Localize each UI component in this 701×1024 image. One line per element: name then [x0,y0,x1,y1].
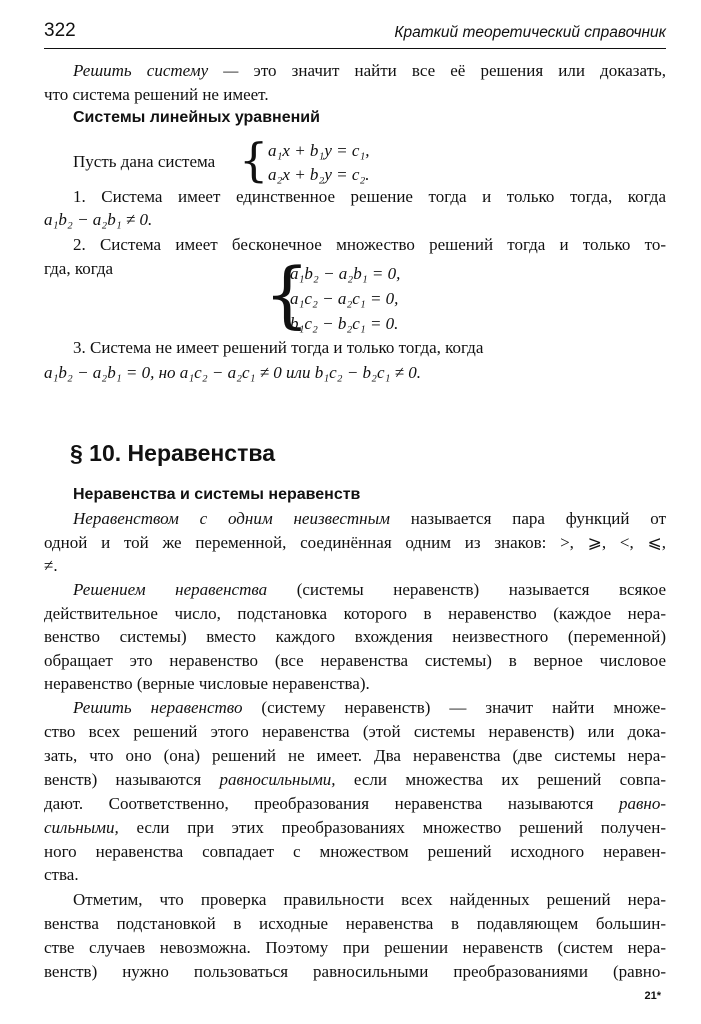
para1-line-2: одной и той же переменной, соединённая одним из знаков: >, ⩾, <, ⩽, [44,533,666,552]
left-brace-icon: { [239,133,269,187]
para3-line-7: ного неравенства совпадает с множеством решений исходного нерaвен- [44,842,666,861]
para3-line-3: зать, что оно (она) решений не имеет. Два неравенства (две системы нера- [44,746,666,765]
item-3-condition: a₁b₂ − a₂b₁ = 0, но a₁c₂ − a₂c₁ ≠ 0 или b₁c₂ − b₂c₁ ≠ 0. [44,363,421,382]
page-number: 322 [44,20,76,41]
para3-line-5: дают. Соответственно, преобразования неравенства называются равно- [44,794,666,813]
condition-equation-3: b₁c₂ − b₂c₁ = 0. [290,314,399,333]
left-brace-icon: { [264,252,310,336]
para4-line-4: венств) нужно пользоваться равносильными преобразованиями (равно- [44,962,666,981]
signature-mark: 21* [644,990,661,1002]
system-equation-1: a₁x + b₁y = c₁, [268,141,370,160]
para2-line-2: действительное число, подстановка которого в неравенство (каждое нера- [44,604,666,623]
para4-line-2: венства подстановкой в исходные неравенства в подавляющем большин- [44,914,666,933]
linear-systems-heading: Системы линейных уравнений [73,109,320,126]
page-header [44,18,666,49]
para2-line-1: Решением неравенства (системы неравенств) называется всякое [73,580,666,599]
para3-line-4: венств) называются равносильными, если множества их решений совпа- [44,770,666,789]
system-equation-2: a₂x + b₂y = c₂. [268,165,370,184]
para4-line-3: стве случаев невозможна. Поэтому при решении неравенств (систем нера- [44,938,666,957]
para1-line-1: Неравенством с одним неизвестным называется пара функций от [73,509,666,528]
intro-line-1: Решить систему — это значит найти все её решения или доказать, [73,61,666,80]
item-1-condition: a₁b₂ − a₂b₁ ≠ 0. [44,210,153,229]
para3-line-8: ства. [44,865,79,884]
item-2-line-2: гда, когда [44,259,114,278]
item-3-line-1: 3. Система не имеет решений тогда и только тогда, когда [73,338,484,357]
para4-line-1: Отметим, что проверка правильности всех найденных решений нера- [73,890,666,909]
condition-equation-2: a₁c₂ − a₂c₁ = 0, [290,289,399,308]
para2-line-3: венство системы) вместо каждого вхождения неизвестного (переменной) [44,627,666,646]
para2-line-4: обращает это неравенство (все неравенства системы) в верное числовое [44,651,666,670]
condition-equation-1: a₁b₂ − a₂b₁ = 0, [290,264,401,283]
subsection-heading: Неравенства и системы неравенств [73,486,361,503]
para3-line-6: сильными, если при этих преобразованиях множество решений получен- [44,818,666,837]
para2-line-5: неравенство (верные числовые неравенства). [44,674,370,693]
item-2-line-1: 2. Система имеет бесконечное множество решений тогда и только то- [73,235,666,254]
item-1-line-1: 1. Система имеет единственное решение тогда и только тогда, когда [73,187,666,206]
running-title: Краткий теоретический справочник [394,24,666,41]
given-system-label: Пусть дана система [73,152,216,171]
para1-line-3: ≠. [44,556,58,575]
para3-line-1: Решить неравенство (систему неравенств) — значит найти множе- [73,698,666,717]
intro-line-2: что система решений не имеет. [44,85,269,104]
section-title: § 10. Неравенства [70,440,275,466]
para3-line-2: ство всех решений этого неравенства (этой системы неравенств) или дока- [44,722,666,741]
